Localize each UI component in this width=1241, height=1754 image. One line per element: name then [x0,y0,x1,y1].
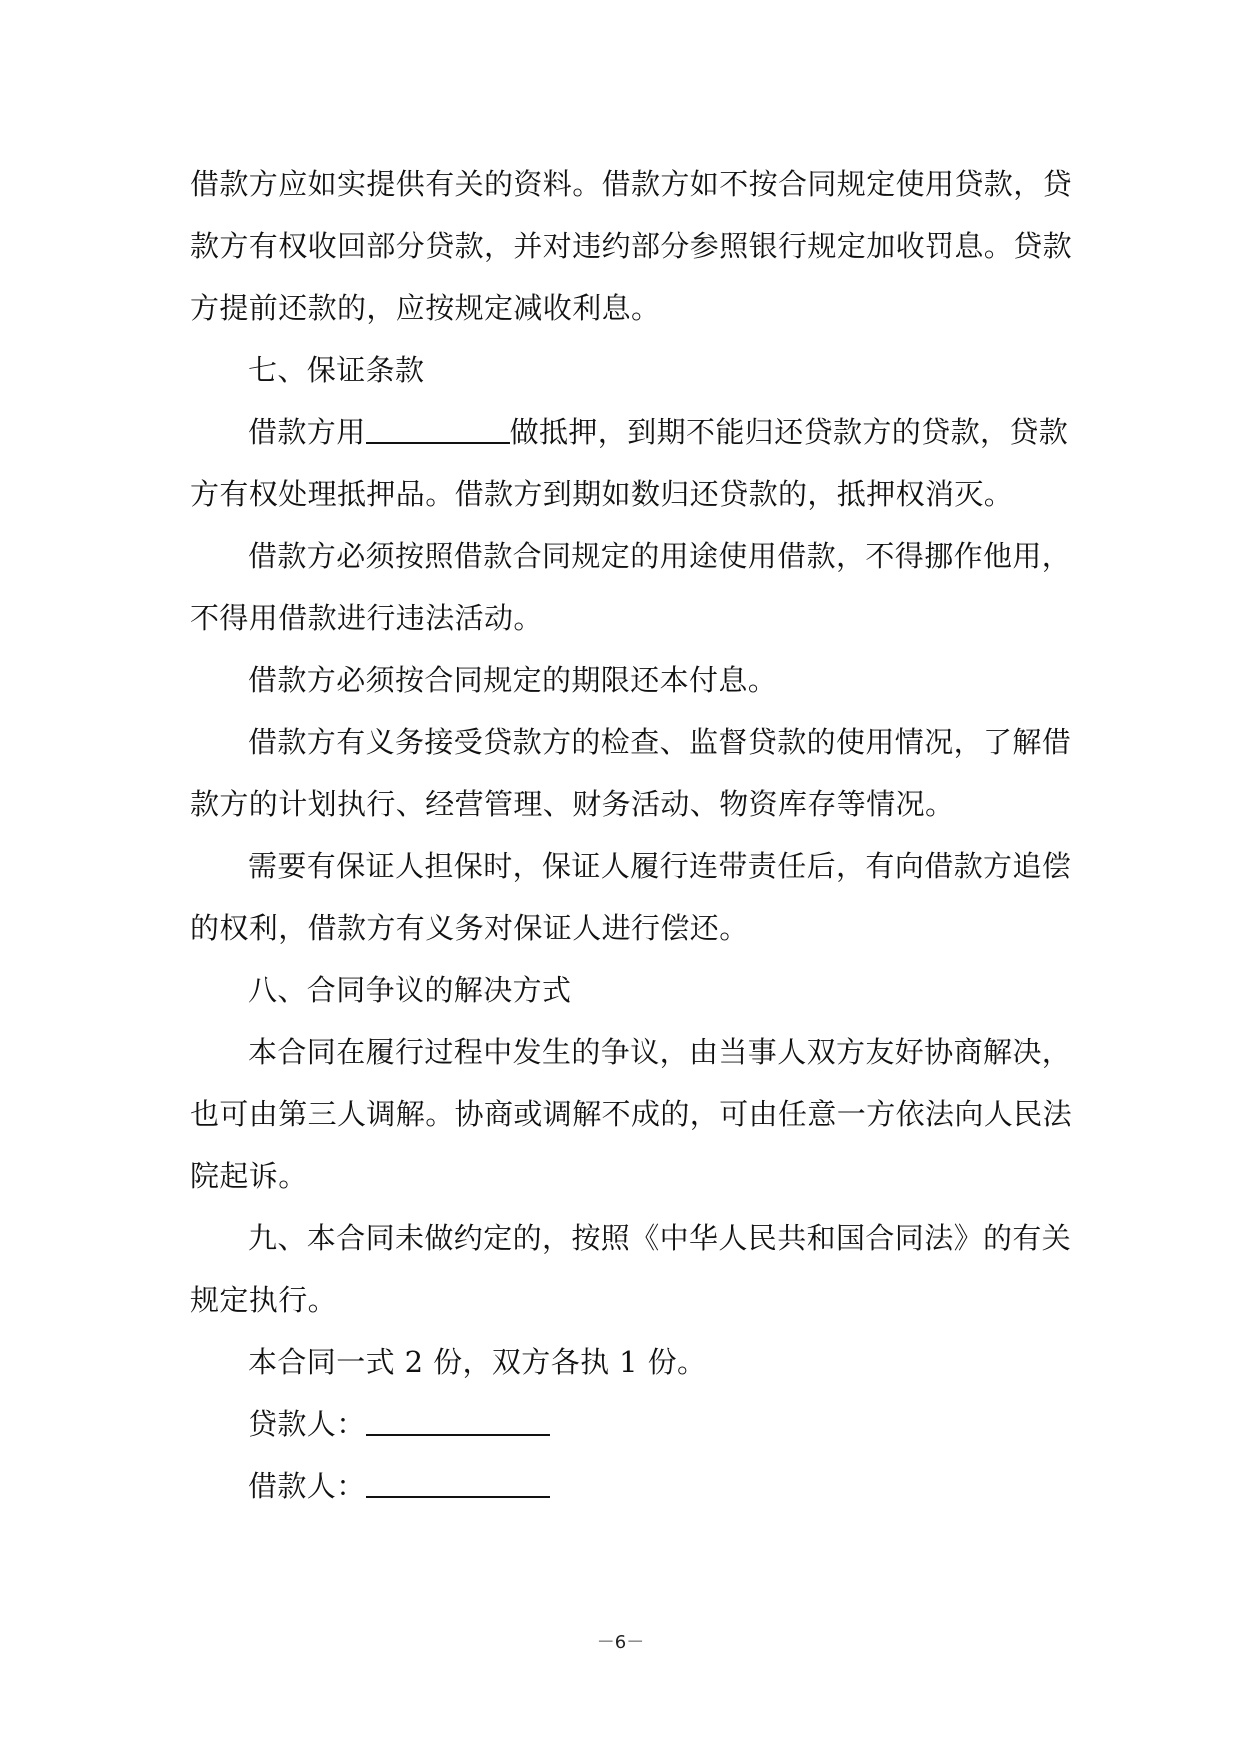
collateral-clause-suffix: 做抵押，到期不能归还贷款方的贷款，贷款 [509,415,1069,449]
text-line-1: 借款方应如实提供有关的资料。借款方如不按合同规定使用贷款，贷 [190,167,1073,201]
lender-signature-line [190,1402,1056,1464]
lender-label: 贷款人： [248,1407,366,1441]
text-line-12: 需要有保证人担保时，保证人履行连带责任后，有向借款方追偿 [248,849,1072,883]
text-line-9: 借款方必须按合同规定的期限还本付息。 [248,663,778,697]
contract-body [190,162,1073,1526]
lender-signature-blank[interactable] [366,1404,550,1436]
collateral-clause-line [190,410,1069,472]
text-line-17: 院起诉。 [190,1159,308,1193]
text-line-11: 款方的计划执行、经营管理、财务活动、物资库存等情况。 [190,787,955,821]
text-line-6: 方有权处理抵押品。借款方到期如数归还贷款的，抵押权消灭。 [190,477,1014,511]
collateral-blank[interactable] [366,412,510,444]
section-heading-dispute: 八、合同争议的解决方式 [248,973,572,1007]
text-line-15: 本合同在履行过程中发生的争议，由当事人双方友好协商解决， [248,1035,1072,1069]
text-line-10: 借款方有义务接受贷款方的检查、监督贷款的使用情况，了解借 [248,725,1072,759]
borrower-signature-blank[interactable] [366,1466,550,1498]
text-line-8: 不得用借款进行违法活动。 [190,601,543,635]
text-line-19: 规定执行。 [190,1283,338,1317]
borrower-signature-line [190,1464,1056,1526]
page-number: －6－ [596,1632,645,1653]
text-line-16: 也可由第三人调解。协商或调解不成的，可由任意一方依法向人民法 [190,1097,1073,1131]
section-heading-contract-law: 九、本合同未做约定的，按照《中华人民共和国合同法》的有关 [248,1221,1072,1255]
text-line-13: 的权利，借款方有义务对保证人进行偿还。 [190,911,749,945]
copies-line: 本合同一式 2 份，双方各执 1 份。 [248,1345,707,1379]
text-line-7: 借款方必须按照借款合同规定的用途使用借款，不得挪作他用， [248,539,1072,573]
section-heading-guarantee: 七、保证条款 [248,353,425,387]
text-line-3: 方提前还款的，应按规定减收利息。 [190,291,661,325]
borrower-label: 借款人： [248,1469,366,1503]
text-line-2: 款方有权收回部分贷款，并对违约部分参照银行规定加收罚息。贷款 [190,229,1073,263]
collateral-clause-prefix: 借款方用 [248,415,366,449]
